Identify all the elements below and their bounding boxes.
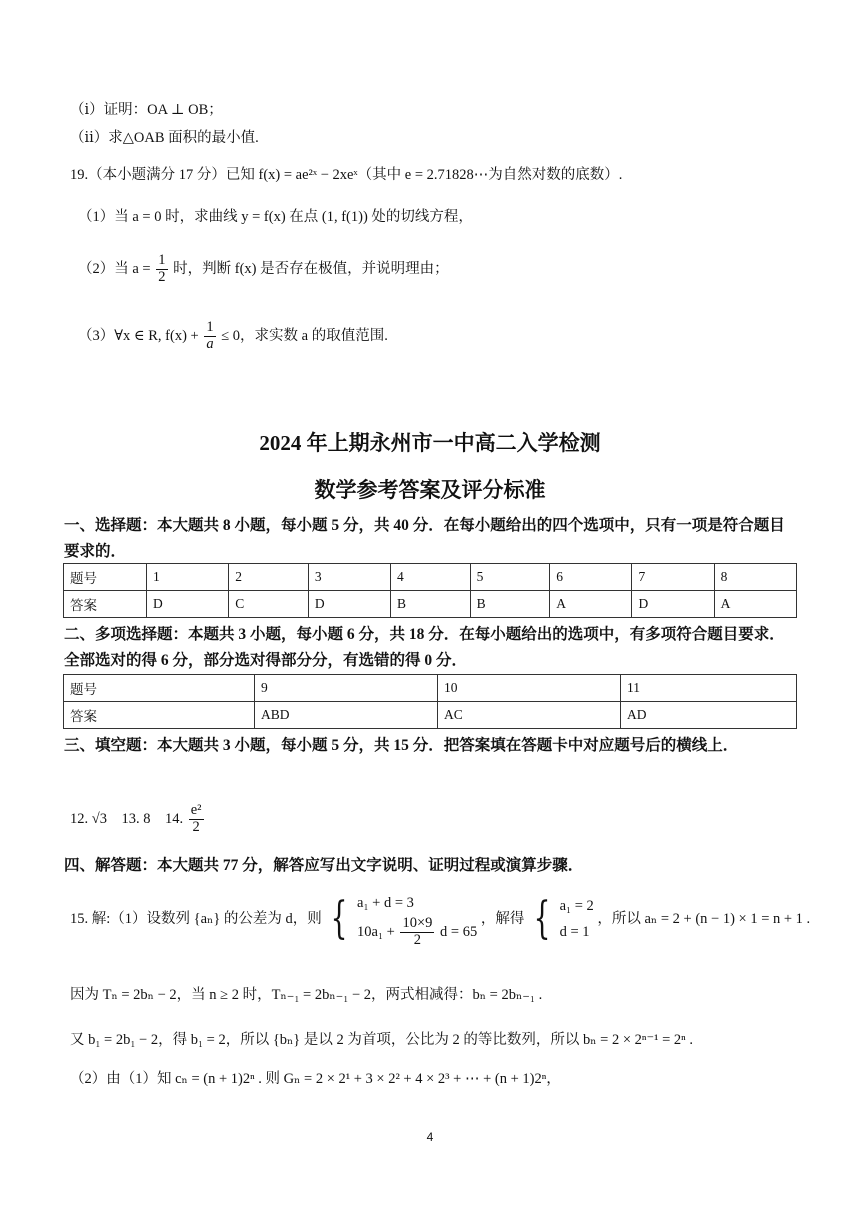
table-cell: A <box>550 591 632 618</box>
equation-system-2: a₁ = 2 d = 1 <box>559 898 594 941</box>
solution-15-line-1 <box>70 890 810 949</box>
table-cell: 8 <box>714 564 796 591</box>
table-cell: A <box>714 591 796 618</box>
table-cell: D <box>632 591 714 618</box>
q18-part-i: （ⅰ）证明：OA ⊥ OB； <box>70 102 223 118</box>
q19-part-2-lead: （2）当 a = <box>78 260 151 277</box>
q19-stem: 19.（本小题满分 17 分）已知 f(x) = ae²ˣ − 2xeˣ（其中 e = 2.71828⋯为自然对数的底数）. <box>70 167 623 183</box>
table-cell: B <box>470 591 550 618</box>
section1-answer-table <box>63 563 797 618</box>
q19-part-3 <box>78 320 388 353</box>
table-cell: 5 <box>470 564 550 591</box>
table-cell: ABD <box>255 702 438 729</box>
row-label: 答案 <box>64 702 255 729</box>
table-cell: 7 <box>632 564 714 591</box>
solution-15-line-4: （2）由（1）知 cₙ = (n + 1)2ⁿ . 则 Gₙ = 2 × 2¹ + 3 × 2² + 4 × 2³ + ⋯ + (n + 1)2ⁿ， <box>70 1071 561 1087</box>
page-number: 4 <box>426 1130 434 1144</box>
q18-part-ii: （ⅱ）求△OAB 面积的最小值. <box>70 130 259 146</box>
table-cell: 1 <box>147 564 229 591</box>
q19-part-2-tail: 时，判断 f(x) 是否存在极值，并说明理由； <box>173 260 449 277</box>
table-cell: D <box>147 591 229 618</box>
q19-part-3-fraction: $\frac{1}{a}$ <box>206 319 214 352</box>
table-cell: 6 <box>550 564 632 591</box>
section3-heading: 三、填空题：本大题共 3 小题，每小题 5 分，共 15 分．把答案填在答题卡中对应题号后的横线上． <box>64 737 739 754</box>
equation-system-1: a₁ + d = 3 10a₁ + $\frac{10\times 9}{2}$ d = 65 <box>357 895 478 949</box>
table-cell: B <box>391 591 471 618</box>
section2-answer-table <box>63 674 797 729</box>
section2-heading: 二、多项选择题：本题共 3 小题，每小题 6 分，共 18 分．在每小题给出的选项中，有多项符合题目要求．全部选对的得 6 分，部分选对得部分分，有选错的得 0 分． <box>64 626 785 669</box>
q19-part-3-lead: （3）∀x ∈ R, f(x) + <box>78 327 199 344</box>
section1-heading: 一、选择题：本大题共 8 小题，每小题 5 分，共 40 分．在每小题给出的四个选项中，只有一项是符合题目要求的． <box>64 517 785 560</box>
answer-14-label: 14. <box>164 810 184 827</box>
table-cell: 4 <box>391 564 471 591</box>
answer-13-label: 13. <box>121 810 140 827</box>
q19-part-1: （1）当 a = 0 时，求曲线 y = f(x) 在点 (1, f(1)) 处的切线方程， <box>78 209 473 225</box>
answer-12-label: 12. <box>70 810 89 827</box>
table-cell: D <box>308 591 390 618</box>
solve-word: ，解得 <box>480 910 525 927</box>
answer-13: 8 <box>143 810 151 827</box>
q19-part-3-tail: ≤ 0，求实数 a 的取值范围. <box>221 327 388 344</box>
table-cell: 2 <box>229 564 309 591</box>
table-row <box>64 675 797 702</box>
row-label: 题号 <box>64 564 147 591</box>
table-row <box>64 564 797 591</box>
solution-15-intro: 15. 解:（1）设数列 {aₙ} 的公差为 d，则 <box>70 910 322 927</box>
answer-14-fraction: $\frac{\text{e²}}{2}$ <box>190 802 202 835</box>
table-cell: 10 <box>438 675 621 702</box>
table-cell: 3 <box>308 564 390 591</box>
left-brace-icon: { <box>533 893 551 945</box>
table-cell: C <box>229 591 309 618</box>
answer-12: √3 <box>91 810 107 827</box>
table-row <box>64 591 797 618</box>
q19-part-2-fraction: $\frac{1}{2}$ <box>158 252 166 285</box>
page-subtitle: 数学参考答案及评分标准 <box>314 478 546 502</box>
q19-part-2 <box>78 253 449 286</box>
table-row <box>64 702 797 729</box>
table-cell: 11 <box>621 675 797 702</box>
left-brace-icon: { <box>331 893 348 945</box>
solution-15-line-2: 因为 Tₙ = 2bₙ − 2，当 n ≥ 2 时，Tₙ₋₁ = 2bₙ₋₁ − 2，两式相减得：bₙ = 2bₙ₋₁ . <box>70 987 543 1003</box>
row-label: 答案 <box>64 591 147 618</box>
table-cell: AC <box>438 702 621 729</box>
solution-15-line-3: 又 b₁ = 2b₁ − 2，得 b₁ = 2，所以 {bₙ} 是以 2 为首项，公比为 2 的等比数列，所以 bₙ = 2 × 2ⁿ⁻¹ = 2ⁿ . <box>70 1032 693 1048</box>
fill-in-answers <box>70 803 206 836</box>
table-cell: 9 <box>255 675 438 702</box>
solution-15-result: ，所以 aₙ = 2 + (n − 1) × 1 = n + 1 . <box>597 910 811 927</box>
section4-heading: 四、解答题：本大题共 77 分，解答应写出文字说明、证明过程或演算步骤． <box>64 857 584 874</box>
row-label: 题号 <box>64 675 255 702</box>
table-cell: AD <box>621 702 797 729</box>
page-title: 2024 年上期永州市一中高二入学检测 <box>259 431 601 455</box>
